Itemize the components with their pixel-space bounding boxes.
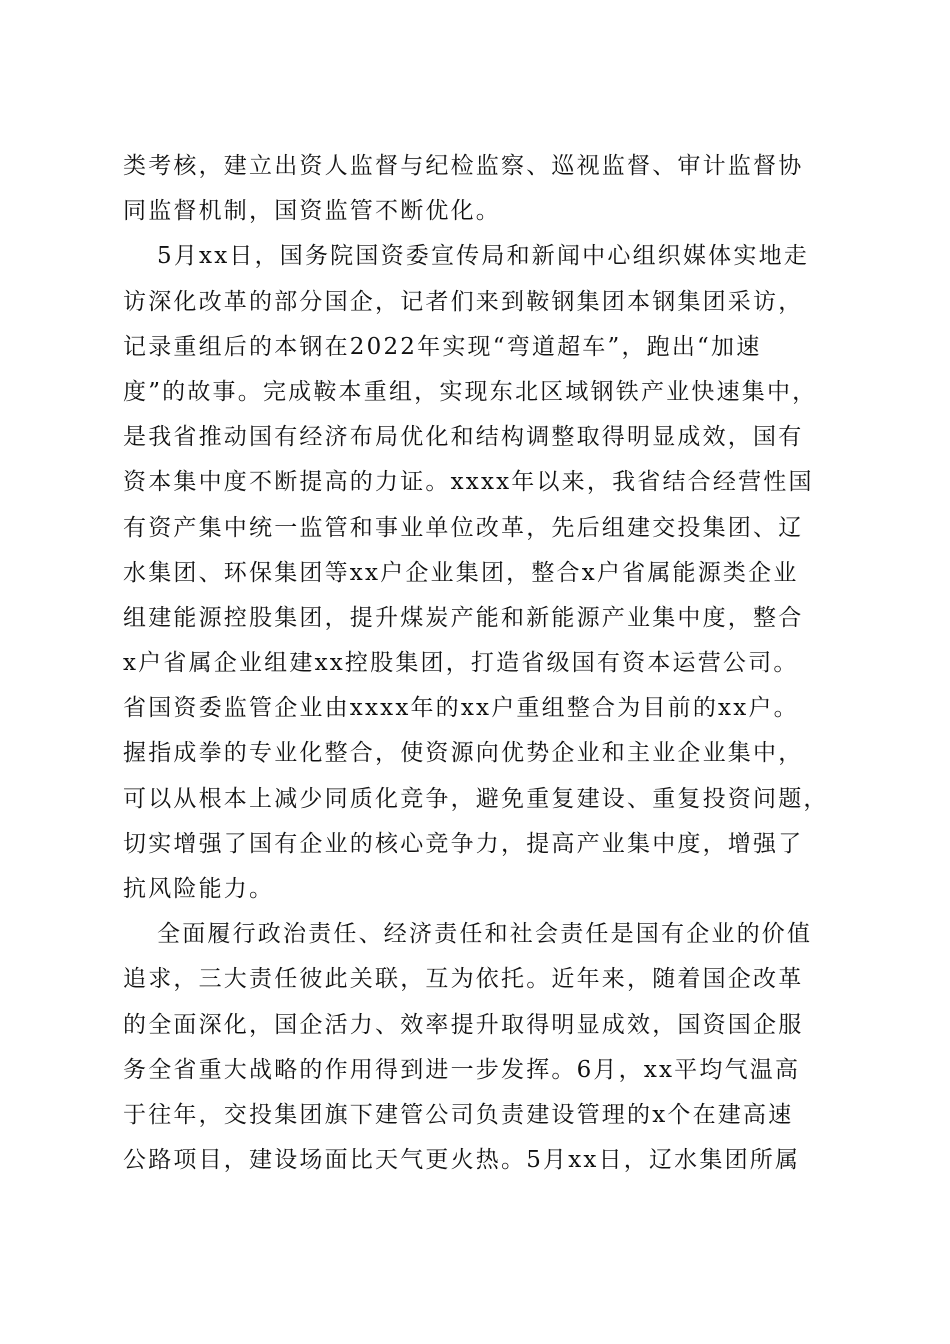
text-line: 水集团、环保集团等xx户企业集团，整合x户省属能源类企业	[123, 559, 799, 586]
text-line: 有资产集中统一监管和事业单位改革，先后组建交投集团、辽	[123, 514, 804, 541]
text-line: 全面履行政治责任、经济责任和社会责任是国有企业的价值	[157, 921, 813, 948]
text-line: 省国资委监管企业由xxxx年的xx户重组整合为目前的xx户。	[123, 695, 799, 722]
text-line: 公路项目，建设场面比天气更火热。5月xx日，辽水集团所属	[123, 1147, 801, 1174]
text-line: 切实增强了国有企业的核心竞争力，提高产业集中度，增强了	[123, 830, 804, 857]
text-line: 是我省推动国有经济布局优化和结构调整取得明显成效，国有	[123, 424, 804, 451]
text-line: 组建能源控股集团，提升煤炭产能和新能源产业集中度，整合	[123, 604, 804, 631]
text-line: 握指成拳的专业化整合，使资源向优势企业和主业企业集中，	[123, 740, 804, 767]
text-line: 追求，三大责任彼此关联，互为依托。近年来，随着国企改革	[123, 966, 804, 993]
paragraph-1	[123, 144, 823, 234]
document-body	[123, 144, 829, 1183]
text-line: x户省属企业组建xx控股集团，打造省级国有资本运营公司。	[123, 650, 799, 677]
paragraph-2	[123, 234, 829, 912]
text-line: 于往年，交投集团旗下建管公司负责建设管理的x个在建高速	[123, 1101, 794, 1128]
text-line: 资本集中度不断提高的力证。xxxx年以来，我省结合经营性国	[123, 469, 814, 496]
paragraph-3	[123, 912, 823, 1183]
text-line: 抗风险能力。	[123, 876, 275, 902]
text-line: 务全省重大战略的作用得到进一步发挥。6月，xx平均气温高	[123, 1056, 801, 1083]
text-line: 类考核，建立出资人监督与纪检监察、巡视监督、审计监督协	[123, 153, 804, 179]
text-line: 可以从根本上减少同质化竞争，避免重复建设、重复投资问题，	[123, 785, 829, 812]
text-line: 的全面深化，国企活力、效率提升取得明显成效，国资国企服	[123, 1011, 804, 1038]
text-line: 同监督机制，国资监管不断优化。	[123, 198, 501, 225]
text-line: 度”的故事。完成鞍本重组，实现东北区域钢铁产业快速集中，	[123, 378, 818, 405]
text-line: 访深化改革的部分国企，记者们来到鞍钢集团本钢集团采访，	[123, 288, 804, 315]
text-line: 5月xx日，国务院国资委宣传局和新闻中心组织媒体实地走	[157, 243, 809, 270]
text-line: 记录重组后的本钢在2022年实现“弯道超车”，跑出“加速	[123, 333, 762, 360]
